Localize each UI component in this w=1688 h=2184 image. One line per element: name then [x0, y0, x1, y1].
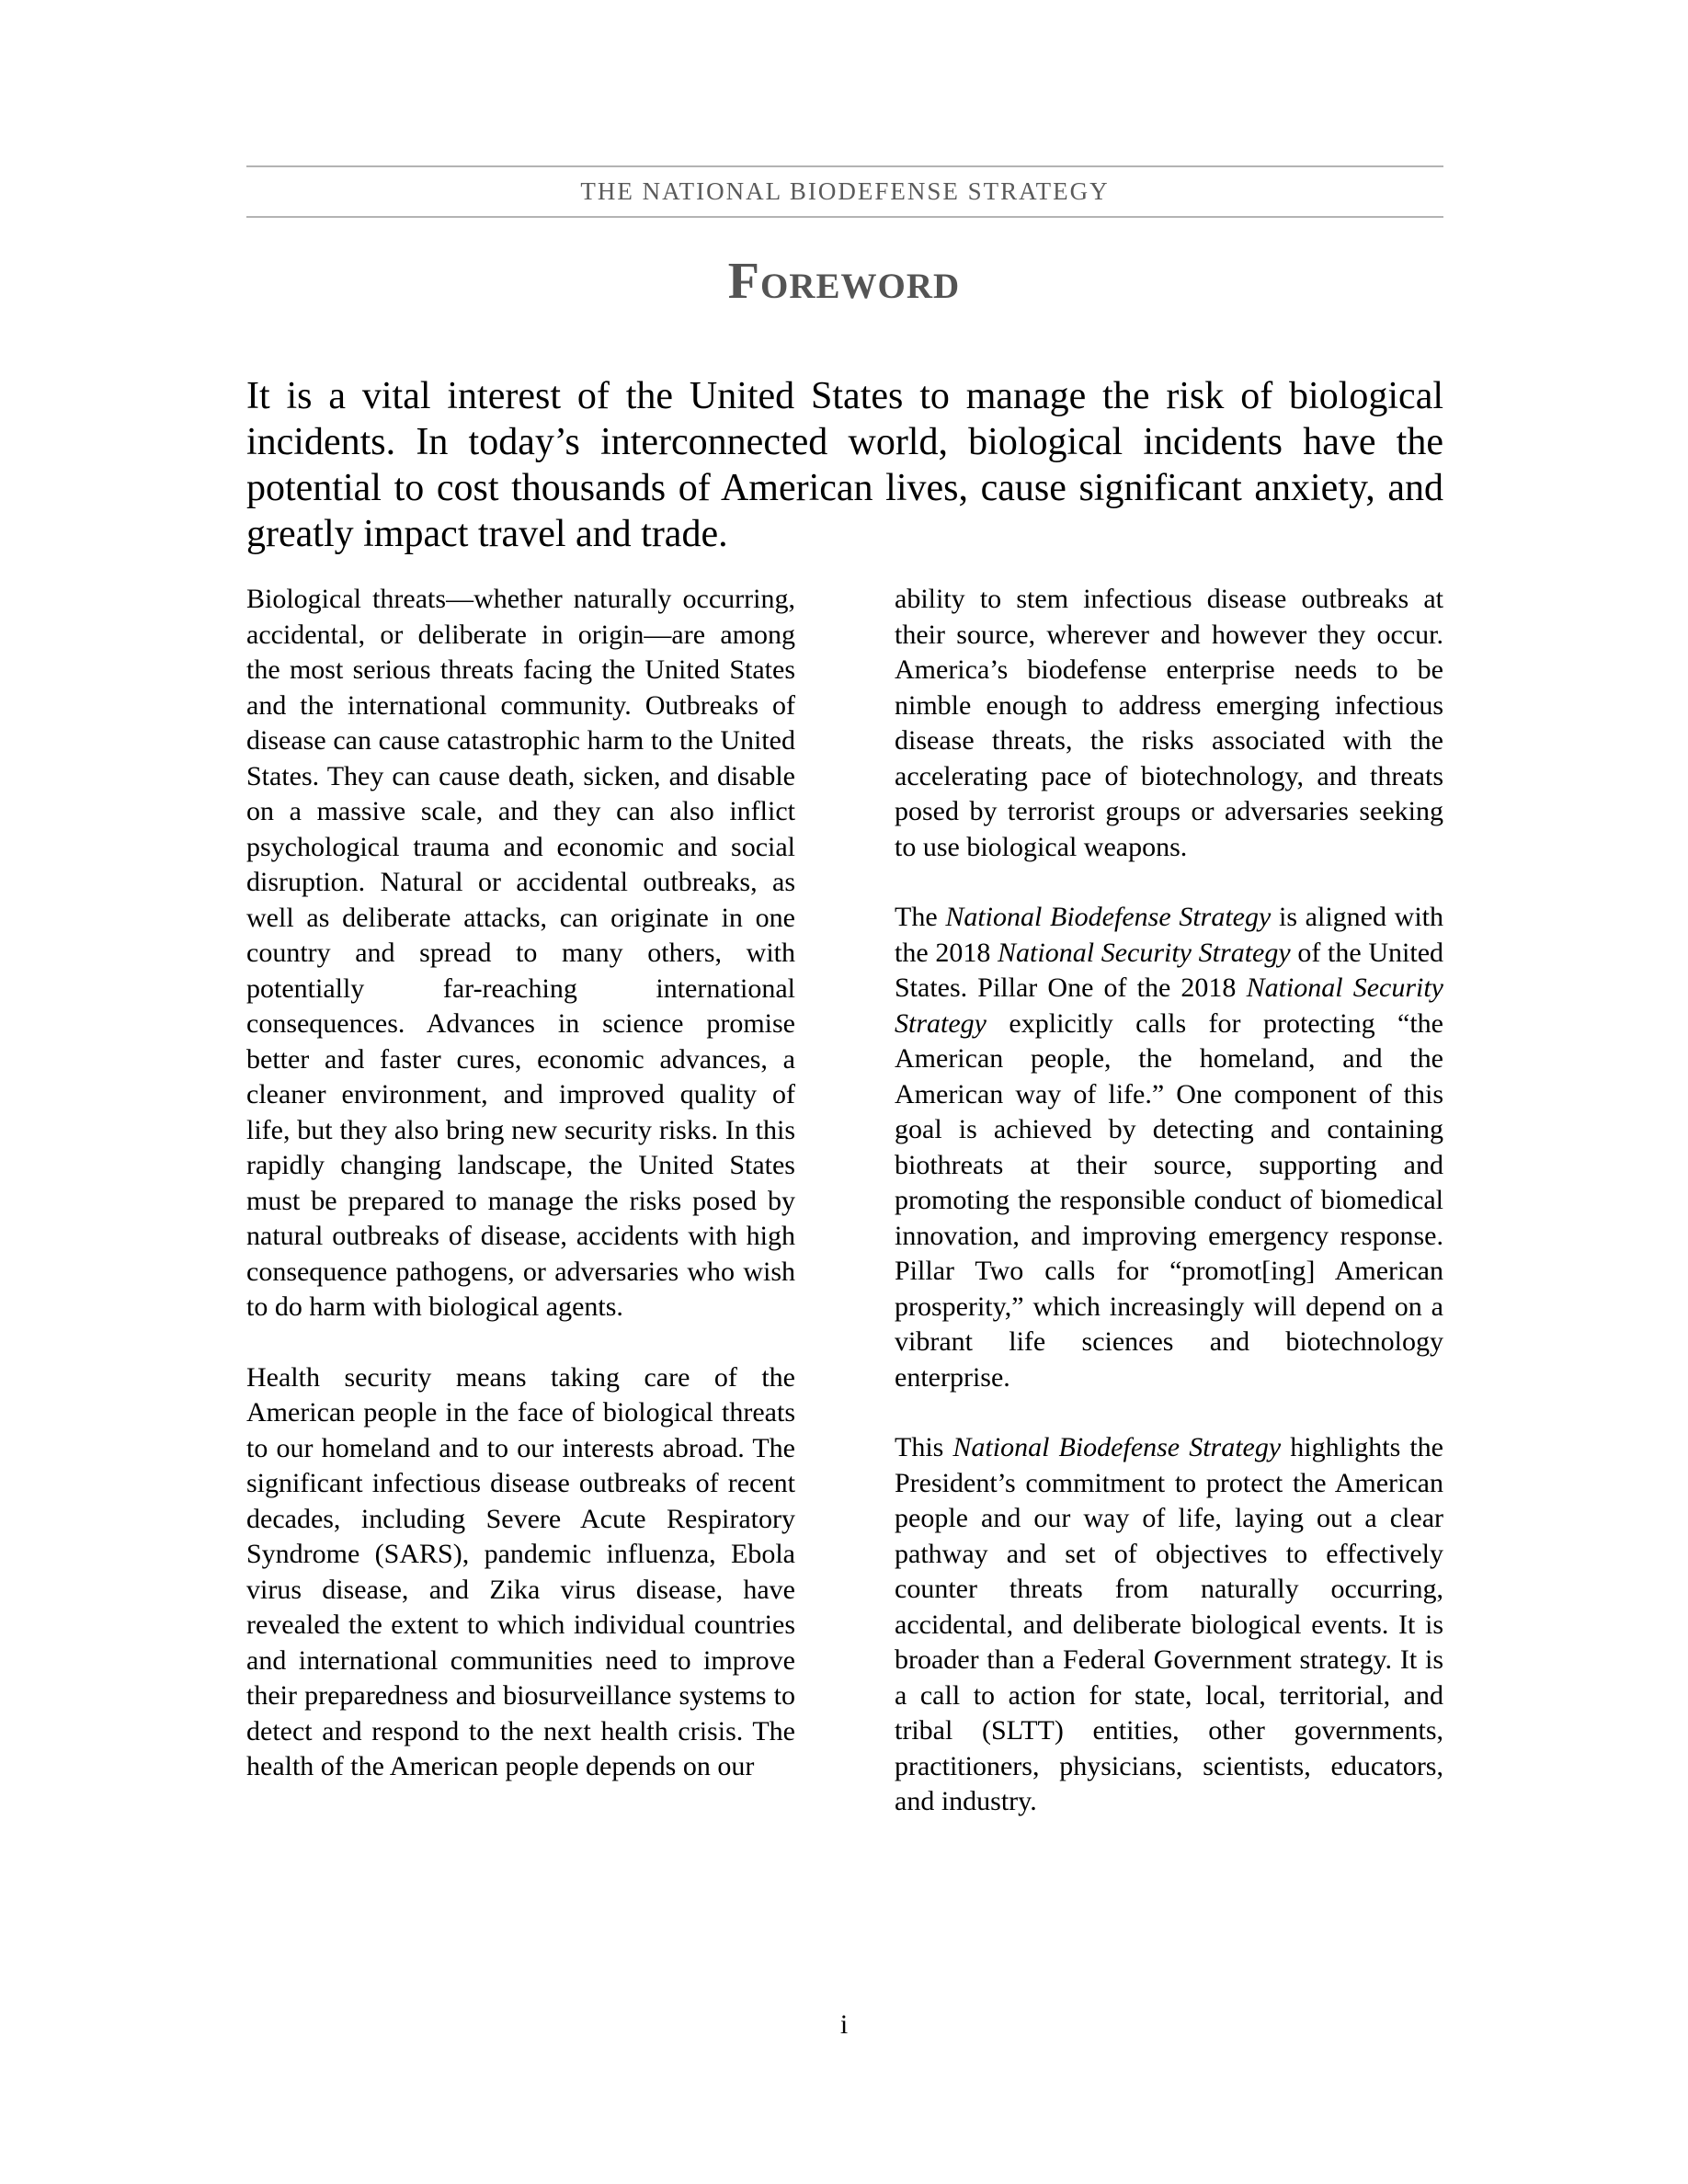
- running-header: [246, 165, 1443, 218]
- page-number: i: [839, 2009, 849, 2040]
- page-title: Foreword: [727, 253, 961, 310]
- body-paragraph: [895, 900, 1443, 1395]
- text-run: explicitly calls for protecting “the American people, the homeland, and the American way of life.” One component of this goal is achieved by detecting and containing biothreats at their source, supporting and promoting the responsible conduct of biomedical innovation, and improving emergency response. Pillar Two calls for “promot[ing] American prosperity,” which increasingly will depend on a vibrant life sciences and biotechnology enterprise.: [895, 1007, 1443, 1393]
- text-run: ability to stem infectious disease outbreaks at their source, wherever and however they occur. America’s biodefense enterprise needs to be nimble enough to address emerging infectious disease threats, the risks associated with the accelerating pace of biotechnology, and threats posed by terrorist groups or adversaries seeking to use biological weapons.: [895, 584, 1443, 862]
- body-paragraph: [895, 1430, 1443, 1820]
- italic-text-run: National Biodefense Strategy: [945, 902, 1272, 932]
- text-run: This: [895, 1432, 953, 1462]
- body-paragraph: [895, 582, 1443, 865]
- italic-text-run: National Security Strategy: [895, 973, 1443, 1039]
- two-column-body: [246, 582, 1443, 1855]
- italic-text-run: National Security Strategy: [998, 937, 1291, 968]
- body-paragraph: [246, 1360, 795, 1785]
- text-run: of the United States. Pillar One of the 2018: [895, 937, 1444, 1003]
- body-paragraph: [246, 582, 795, 1325]
- page-footer: [0, 2008, 1688, 2042]
- text-run: Biological threats—whether naturally occurring, accidental, or deliberate in origin—are among the most serious threats facing the United States and the international community. Outbreaks of disease can cause catastrophic harm to the United States. They can cause death, sicken, and disable on a massive scale, and they can also inflict psychological trauma and economic and social disruption. Natural or accidental outbreaks, as well as deliberate attacks, can originate in one country and spread to many others, with potentially far-reaching international consequences. Advances in science promise better and faster cures, economic advances, a cleaner environment, and improved quality of life, but they also bring new security risks. In this rapidly changing landscape, the United States must be prepared to manage the risks posed by natural outbreaks of disease, accidents with high consequence pathogens, or adversaries who wish to do harm with biological agents.: [246, 584, 795, 1322]
- header-rule-bottom: [246, 216, 1443, 218]
- text-run: highlights the President’s commitment to protect the American people and our way of life, laying out a clear pathway and set of objectives to effectively counter threats from naturally occurring, accidental, and deliberate biological events. It is broader than a Federal Government strategy. It is a call to action for state, local, territorial, and tribal (SLTT) entities, other governments, practitioners, physicians, scientists, educators, and industry.: [895, 1432, 1444, 1816]
- text-run: The: [895, 902, 946, 932]
- text-run: Health security means taking care of the American people in the face of biological threats to our homeland and to our interests abroad. The significant infectious disease outbreaks of recent decades, including Severe Acute Respiratory Syndrome (SARS), pandemic influenza, Ebola virus disease, and Zika virus disease, have revealed the extent to which individual countries and international communities need to improve their preparedness and biosurveillance systems to detect and respond to the next health crisis. The health of the American people depends on our: [246, 1361, 795, 1781]
- left-column: [246, 582, 795, 1855]
- running-header-title: THE NATIONAL BIODEFENSE STRATEGY: [580, 177, 1110, 205]
- intro-paragraph: It is a vital interest of the United States to manage the risk of biological incidents. In today’s interconnected world, biological incidents have the potential to cost thousands of American lives, cause significant anxiety, and greatly impact travel and trade.: [246, 375, 1443, 555]
- text-run: is aligned with the 2018: [895, 902, 1444, 968]
- right-column: [895, 582, 1443, 1855]
- italic-text-run: National Biodefense Strategy: [952, 1432, 1282, 1462]
